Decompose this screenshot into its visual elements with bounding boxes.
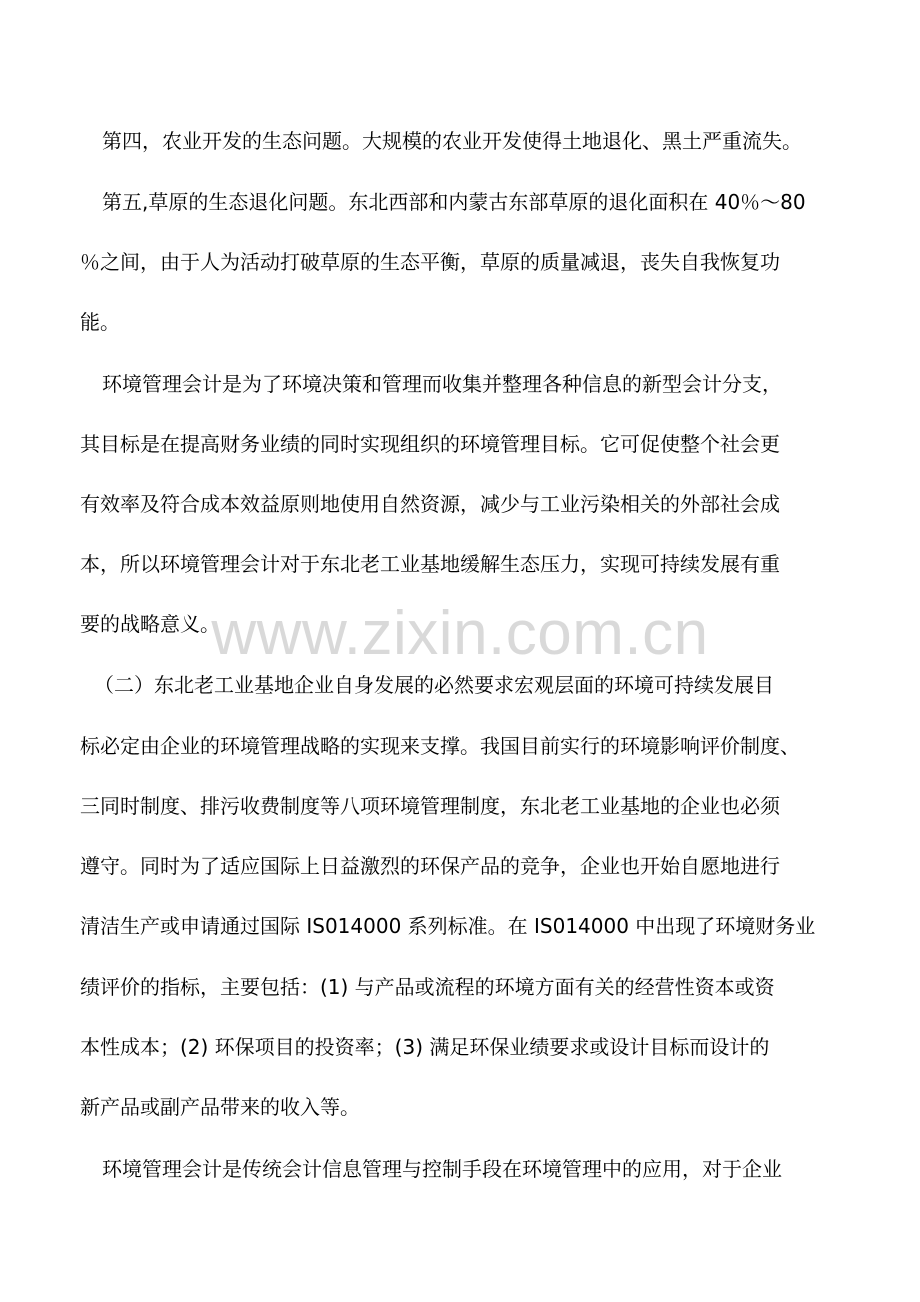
text-line: 第五,草原的生态退化问题。东北西部和内蒙古东部草原的退化面积在 40％～80 (102, 190, 806, 214)
text-line: 绩评价的指标，主要包括：(1) 与产品或流程的环境方面有关的经营性资本或资 (80, 975, 775, 999)
watermark: www.zixin.com.cn (211, 599, 709, 668)
text-line: 本，所以环境管理会计对于东北老工业基地缓解生态压力，实现可持续发展有重 (80, 552, 780, 576)
text-line: 新产品或副产品带来的收入等。 (80, 1095, 360, 1119)
text-line: 要的战略意义。 (80, 612, 220, 636)
text-line: 能。 (80, 310, 120, 334)
text-line: 有效率及符合成本效益原则地使用自然资源，减少与工业污染相关的外部社会成 (80, 492, 780, 516)
text-line: 遵守。同时为了适应国际上日益激烈的环保产品的竞争，企业也开始自愿地进行 (80, 854, 780, 878)
text-line: 环境管理会计是传统会计信息管理与控制手段在环境管理中的应用，对于企业 (102, 1157, 782, 1181)
text-line: 第四，农业开发的生态问题。大规模的农业开发使得土地退化、黑土严重流失。 (102, 129, 802, 153)
text-line: ％之间，由于人为活动打破草原的生态平衡，草原的质量减退，丧失自我恢复功 (80, 250, 780, 274)
text-line: 本性成本；(2) 环保项目的投资率；(3) 满足环保业绩要求或设计目标而设计的 (80, 1035, 770, 1059)
text-line: 清洁生产或申请通过国际 IS014000 系列标准。在 IS014000 中出现了环境财务业 (80, 914, 816, 938)
text-line: （二）东北老工业基地企业自身发展的必然要求宏观层面的环境可持续发展目 (94, 673, 774, 697)
text-line: 标必定由企业的环境管理战略的实现来支撑。我国目前实行的环境影响评价制度、 (80, 734, 800, 758)
text-line: 环境管理会计是为了环境决策和管理而收集并整理各种信息的新型会计分支， (102, 372, 782, 396)
text-line: 其目标是在提高财务业绩的同时实现组织的环境管理目标。它可促使整个社会更 (80, 432, 780, 456)
text-line: 三同时制度、排污收费制度等八项环境管理制度，东北老工业基地的企业也必须 (80, 794, 780, 818)
